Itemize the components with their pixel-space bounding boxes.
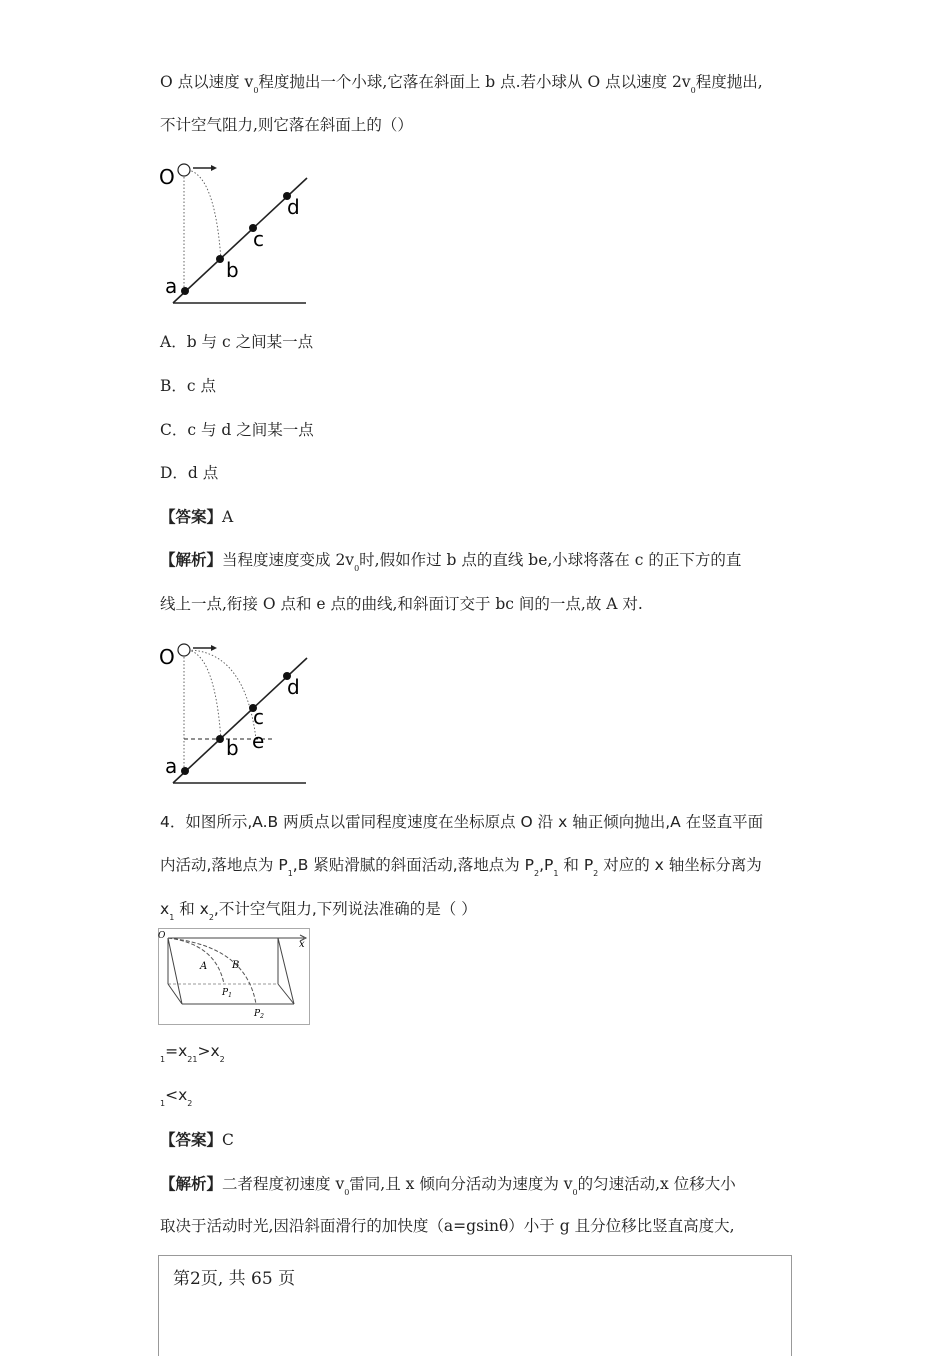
label-a: a: [165, 274, 178, 298]
page-number: 第2页, 共 65 页: [173, 1269, 296, 1289]
q3-figure-1: [155, 155, 315, 310]
label-P2: $P_2$: [254, 1009, 264, 1020]
launch-point-circle: [178, 644, 190, 656]
label-B: B: [232, 960, 240, 971]
q4-analysis-line2: 取决于活动时光,因沿斜面滑行的加快度（a=gsinθ）小于 g 且分位移比竖直高度大,: [160, 1217, 735, 1235]
q4-answer: 【答案】C: [160, 1130, 234, 1149]
q4-analysis-line1: 【解析】二者程度初速度 $v_0$雷同,且 x 倾向分活动为速度为 $v_0$的匀速活动,x 位移大小: [160, 1174, 736, 1197]
label-c: c: [253, 705, 264, 729]
point-b: [216, 735, 224, 743]
label-a: a: [165, 754, 178, 778]
option-b: B．c 点: [160, 377, 216, 395]
point-a: [181, 287, 189, 295]
label-b: b: [226, 258, 239, 282]
trajectory-curve-e: [188, 650, 256, 739]
q4-stem-line3: $x_1$ 和 $x_2$,不计空气阻力,下列说法准确的是（ ）: [160, 900, 477, 922]
point-b: [216, 255, 224, 263]
q3-stem-line2: 不计空气阻力,则它落在斜面上的（）: [160, 116, 413, 134]
q3-answer: 【答案】A: [160, 507, 234, 526]
point-a: [181, 767, 189, 775]
launch-point-circle: [178, 164, 190, 176]
label-e: e: [252, 729, 265, 753]
label-O: O: [159, 645, 175, 669]
label-A: A: [200, 961, 208, 972]
q4-stem-line1: 4．如图所示,A.B 两质点以雷同程度速度在坐标原点 O 沿 x 轴正倾向抛出,A 在竖直平面: [160, 813, 764, 831]
q3-analysis-line2: 线上一点,衔接 O 点和 e 点的曲线,和斜面订交于 bc 间的一点,故 A 对.: [160, 595, 643, 613]
option-d: D．d 点: [160, 464, 219, 482]
label-x: x: [299, 939, 305, 950]
label-d: d: [287, 675, 300, 699]
q3-analysis-line1: 【解析】当程度速度变成 $2v_0$时,假如作过 b 点的直线 be,小球将落在 c 的正下方的直: [160, 550, 742, 573]
trajectory-curve-b: [188, 650, 221, 740]
page-footer-box: [158, 1255, 792, 1356]
label-O: O: [158, 931, 166, 941]
trajectory-curve: [188, 170, 221, 260]
arrow-head: [211, 165, 217, 171]
label-b: b: [226, 736, 239, 760]
arrow-head: [211, 645, 217, 651]
label-d: d: [287, 195, 300, 219]
q4-stem-line2: 内活动,落地点为 $P_1,B$ 紧贴滑腻的斜面活动,落地点为 $P_2,P_1$ 和 $P_2$ 对应的 x 轴坐标分离为: [160, 856, 762, 878]
label-P1: $P_1$: [222, 988, 232, 999]
q3-stem-line1: O 点以速度 $v_0$程度抛出一个小球,它落在斜面上 b 点.若小球从 O 点以速度 $2v_0$程度抛出,: [160, 73, 763, 95]
option-c: C．c 与 d 之间某一点: [160, 421, 314, 439]
q4-option-fragment-2: $_1<x_2$: [160, 1086, 193, 1108]
q3-figure-2: [155, 635, 315, 790]
q4-option-fragment-1: $_1=x_{21}>x_2$: [160, 1042, 225, 1064]
option-a: A．b 与 c 之间某一点: [160, 333, 314, 351]
label-c: c: [253, 227, 264, 251]
q4-figure: [158, 928, 310, 1025]
label-O: O: [159, 165, 175, 189]
